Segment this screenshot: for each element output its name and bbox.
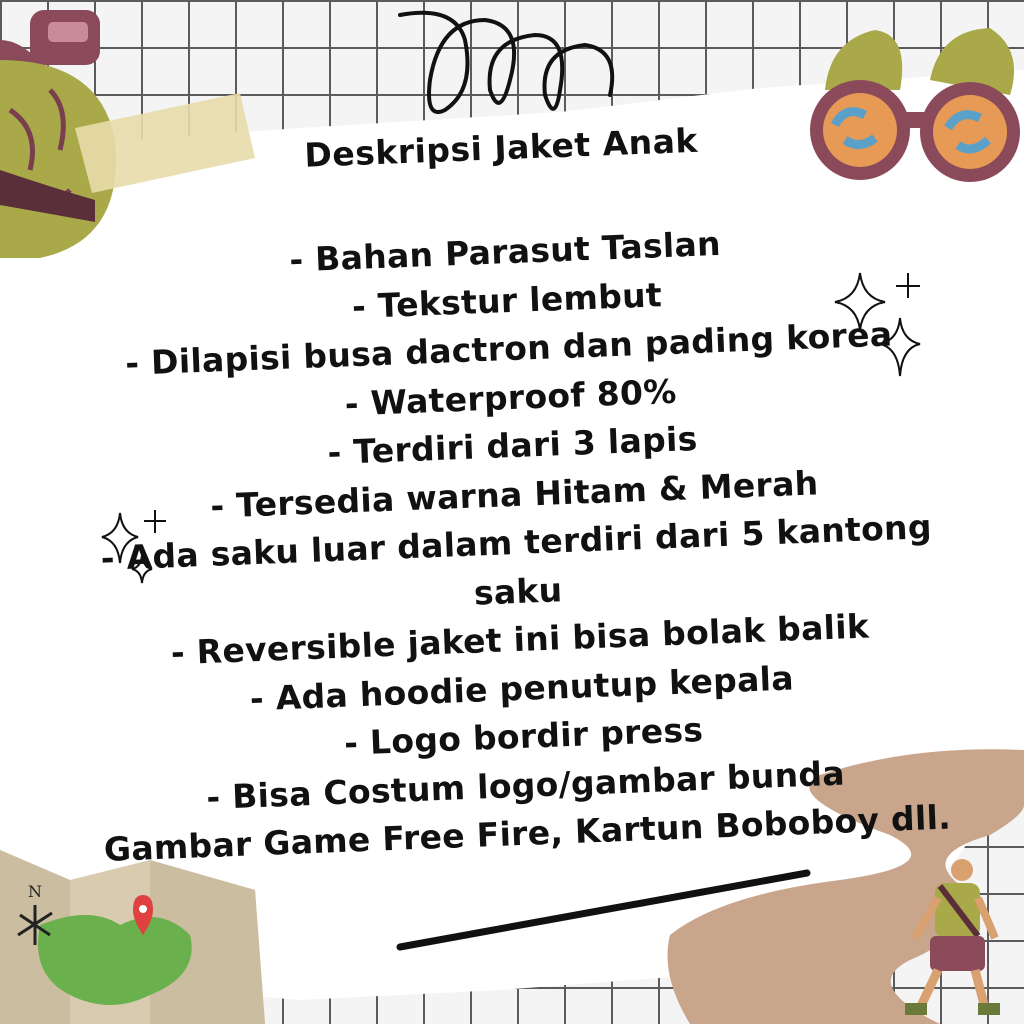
scribble-icon [395, 0, 625, 130]
list-item: saku [473, 569, 564, 613]
list-item: - Tekstur lembut [351, 274, 663, 326]
list-item: - Bahan Parasut Taslan [288, 223, 722, 280]
list-item: - Dilapisi busa dactron dan pading korea [124, 314, 894, 383]
page-title: Deskripsi Jaket Anak [303, 120, 699, 175]
list-item: - Logo bordir press [343, 709, 704, 763]
underline-stroke [395, 865, 815, 955]
svg-text:N: N [28, 882, 42, 901]
list-item: - Reversible jaket ini bisa bolak balik [170, 606, 870, 673]
list-item: - Ada saku luar dalam terdiri dari 5 kantong [100, 507, 933, 578]
list-item: - Ada hoodie penutup kepala [249, 657, 795, 718]
list-item: Gambar Game Free Fire, Kartun Boboboy dll. [103, 797, 952, 870]
description-block [25, 102, 1004, 918]
list-item: - Tersedia warna Hitam & Merah [209, 462, 820, 526]
list-item: - Waterproof 80% [344, 371, 678, 423]
list-item: - Bisa Costum logo/gambar bunda [205, 753, 846, 817]
list-item: - Terdiri dari 3 lapis [326, 418, 699, 473]
feature-list [30, 210, 1004, 877]
